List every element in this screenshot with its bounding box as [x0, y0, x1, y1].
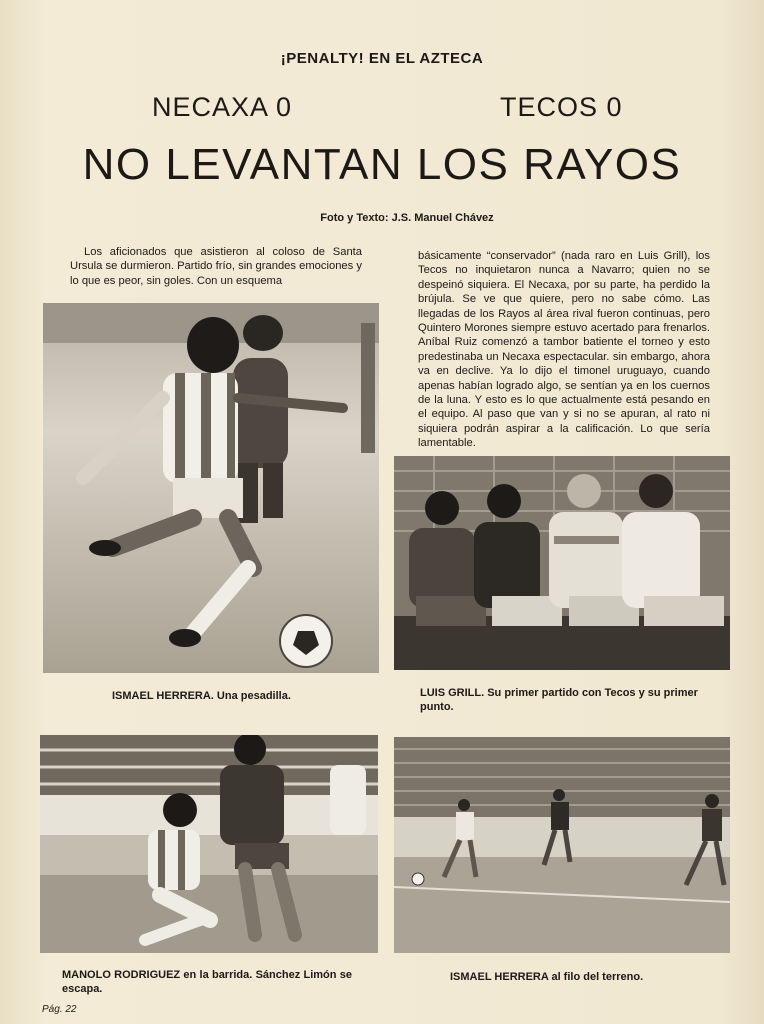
photo-ismael-herrera-field	[394, 737, 730, 953]
photo-luis-grill-bench	[394, 456, 730, 670]
headline: NO LEVANTAN LOS RAYOS	[82, 140, 682, 189]
byline: Foto y Texto: J.S. Manuel Chávez	[320, 212, 494, 224]
caption-photo-3: MANOLO RODRIGUEZ en la barrida. Sánchez Limón se escapa.	[62, 969, 352, 995]
caption-photo-2: LUIS GRILL. Su primer partido con Tecos y su primer punto.	[420, 687, 698, 713]
article-column-2: básicamente “conservador” (nada raro en Luis Grill), los Tecos no inquietaron nunca a Navarro; quien no se despeinó siquiera. El Necaxa, por su parte, ha perdido la brújula. Se ve que quiere, pero no sabe cómo. Las llegadas de los Rayos al área rival fueron continuas, pero Quintero Morones siempre estuvo acertado para frenarlos. Aníbal Ruiz comenzó a tambor batiente el torneo y esto predestinaba un Necaxa espectacular. sin embargo, ahora va en declive. Ya lo dijo el timonel uruguayo, cuando apenas habían logrado algo, se sentían ya en los cuernos de la luna. Y esto es lo que actualmente está pesando en el equipo. Al paso que van y si no se apuran, al rato ni siquiera podrán aspirar a la calificación. Lo que sería lamentable.	[418, 250, 710, 450]
photo-ismael-herrera	[43, 303, 379, 673]
article-column-1: Los aficionados que asistieron al coloso de Santa Ursula se durmieron. Partido frío, sin grandes emociones y lo que es peor, sin goles. Con un esquema	[70, 246, 362, 287]
page-number: Pág. 22	[42, 1004, 77, 1015]
photo-manolo-rodriguez	[40, 735, 378, 953]
score-tecos: TECOS 0	[500, 92, 623, 122]
score-necaxa: NECAXA 0	[152, 92, 293, 122]
kicker-heading: ¡PENALTY! EN EL AZTECA	[280, 50, 484, 67]
caption-photo-4: ISMAEL HERRERA al filo del terreno.	[450, 971, 644, 983]
caption-photo-1: ISMAEL HERRERA. Una pesadilla.	[112, 690, 291, 702]
